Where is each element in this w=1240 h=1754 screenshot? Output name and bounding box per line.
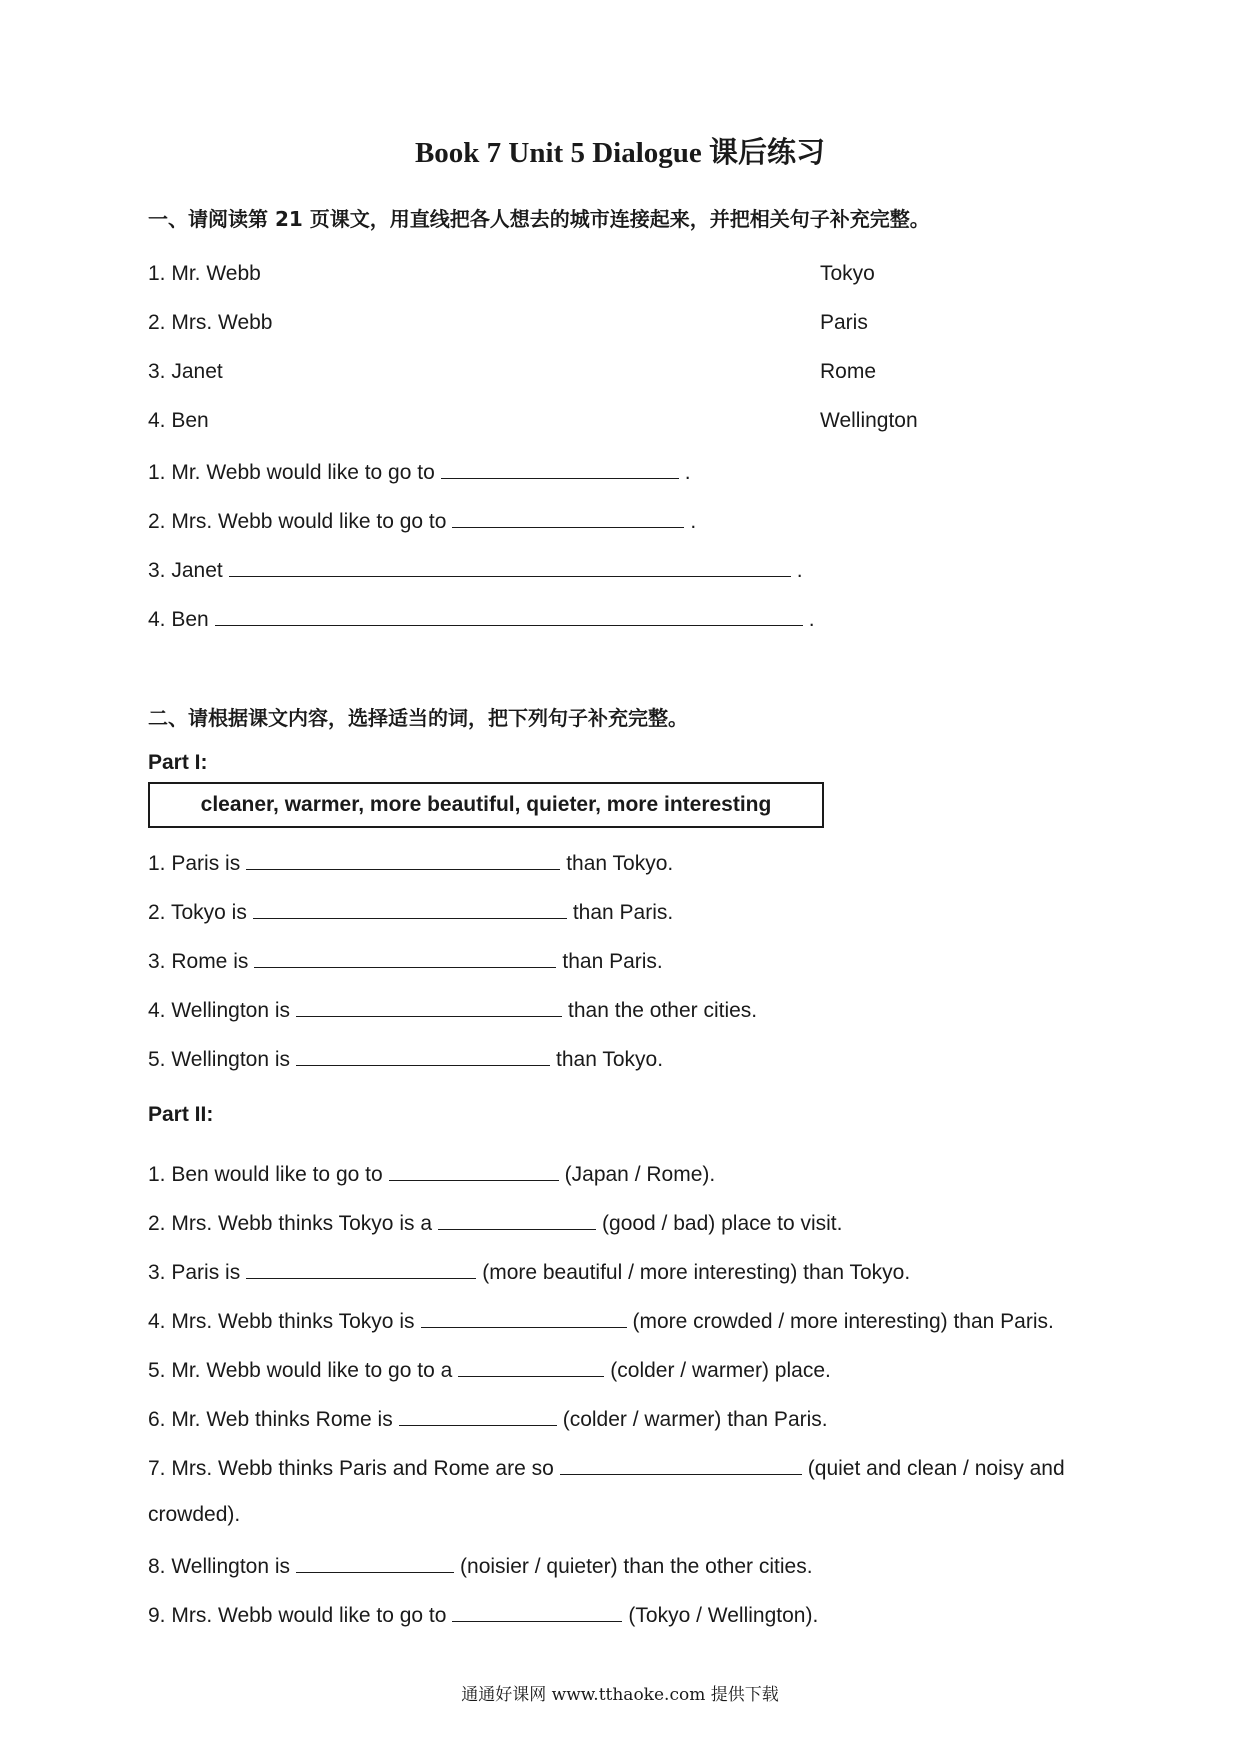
fill-sentence: 3. Paris is (more beautiful / more interesting) than Tokyo. (148, 1258, 910, 1285)
answer-blank[interactable] (296, 996, 562, 1017)
fill-sentence: 1. Mr. Webb would like to go to . (148, 458, 691, 485)
answer-blank[interactable] (399, 1405, 557, 1426)
part2-label: Part II: (148, 1103, 214, 1126)
fill-sentence: 4. Mrs. Webb thinks Tokyo is (more crowded / more interesting) than Paris. (148, 1307, 1054, 1334)
fill-sentence: 3. Rome is than Paris. (148, 947, 663, 974)
person-item: 4. Ben (148, 409, 209, 432)
person-item: 2. Mrs. Webb (148, 311, 273, 334)
fill-sentence: 9. Mrs. Webb would like to go to (Tokyo / Wellington). (148, 1601, 818, 1628)
answer-blank[interactable] (296, 1552, 454, 1573)
answer-blank[interactable] (421, 1307, 627, 1328)
section2-heading: 二、请根据课文内容，选择适当的词，把下列句子补充完整。 (148, 706, 688, 730)
answer-blank[interactable] (438, 1209, 596, 1230)
answer-blank[interactable] (254, 947, 556, 968)
fill-sentence: 1. Ben would like to go to (Japan / Rome). (148, 1160, 715, 1187)
city-item: Wellington (820, 409, 918, 432)
answer-blank[interactable] (452, 1601, 622, 1622)
city-item: Tokyo (820, 262, 875, 285)
part1-label: Part I: (148, 751, 208, 774)
city-item: Rome (820, 360, 877, 383)
person-item: 3. Janet (148, 360, 223, 383)
person-item: 1. Mr. Webb (148, 262, 261, 285)
fill-sentence: 4. Wellington is than the other cities. (148, 996, 757, 1023)
word-box: cleaner, warmer, more beautiful, quieter, more interesting (148, 782, 824, 828)
fill-sentence: 2. Mrs. Webb thinks Tokyo is a (good / bad) place to visit. (148, 1209, 842, 1236)
section1-heading: 一、请阅读第 21 页课文，用直线把各人想去的城市连接起来，并把相关句子补充完整。 (148, 207, 930, 231)
answer-blank[interactable] (246, 1258, 476, 1279)
answer-blank[interactable] (229, 556, 791, 577)
fill-sentence: 2. Mrs. Webb would like to go to . (148, 507, 696, 534)
fill-sentence: 2. Tokyo is than Paris. (148, 898, 673, 925)
fill-sentence: 8. Wellington is (noisier / quieter) than the other cities. (148, 1552, 813, 1579)
page-title: Book 7 Unit 5 Dialogue 课后练习 (414, 137, 826, 169)
sentence-continuation: crowded). (148, 1503, 241, 1526)
fill-sentence: 7. Mrs. Webb thinks Paris and Rome are so (quiet and clean / noisy and (148, 1454, 1065, 1481)
answer-blank[interactable] (215, 605, 803, 626)
fill-sentence: 4. Ben . (148, 605, 815, 632)
fill-sentence: 1. Paris is than Tokyo. (148, 849, 673, 876)
answer-blank[interactable] (452, 507, 684, 528)
answer-blank[interactable] (441, 458, 679, 479)
fill-sentence: 5. Wellington is than Tokyo. (148, 1045, 663, 1072)
fill-sentence: 3. Janet . (148, 556, 803, 583)
answer-blank[interactable] (458, 1356, 604, 1377)
answer-blank[interactable] (253, 898, 567, 919)
answer-blank[interactable] (246, 849, 560, 870)
answer-blank[interactable] (389, 1160, 559, 1181)
answer-blank[interactable] (296, 1045, 550, 1066)
city-item: Paris (820, 311, 868, 334)
page-footer: 通通好课网 www.tthaoke.com 提供下载 (461, 1685, 779, 1705)
answer-blank[interactable] (560, 1454, 802, 1475)
fill-sentence: 5. Mr. Webb would like to go to a (colder / warmer) place. (148, 1356, 831, 1383)
fill-sentence: 6. Mr. Web thinks Rome is (colder / warmer) than Paris. (148, 1405, 828, 1432)
